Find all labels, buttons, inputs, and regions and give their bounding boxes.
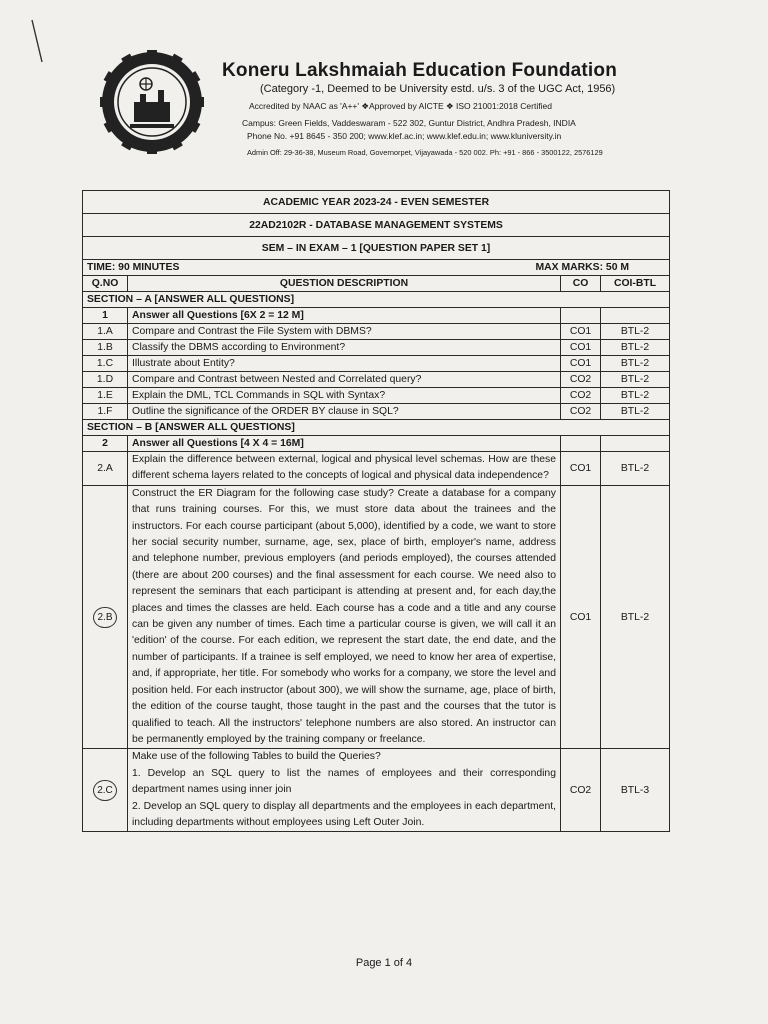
question-row (83, 372, 670, 388)
question-co: CO2 (561, 404, 601, 420)
university-seal-logo (100, 50, 204, 154)
phone-line: Phone No. +91 8645 - 350 200; www.klef.ac.in; www.klef.edu.in; www.kluniversity.in (247, 131, 562, 141)
col-header-co: CO (561, 276, 601, 292)
exam-title: SEM – IN EXAM – 1 [QUESTION PAPER SET 1] (83, 237, 670, 260)
question-number: 2.A (83, 452, 128, 486)
question-text: Explain the difference between external, logical and physical level schemas. How are these different schema layers related to the concepts of logical and physical data independence? (128, 452, 561, 486)
question-text: Illustrate about Entity? (128, 356, 561, 372)
question-text (128, 749, 561, 832)
admin-office-line: Admin Off: 29-36-38, Museum Road, Governorpet, Vijayawada - 520 002. Ph: +91 - 866 - 3500122, 2576129 (247, 148, 603, 157)
query-task-2: 2. Develop an SQL query to display all departments and the employees in each department, including departments without employees using Left Outer Join. (132, 800, 556, 828)
question-row (83, 388, 670, 404)
question-intro: Make use of the following Tables to build the Queries? (132, 751, 381, 763)
circled-question-number: 2.B (93, 607, 116, 628)
question-number: 1.E (83, 388, 128, 404)
academic-year: ACADEMIC YEAR 2023-24 - EVEN SEMESTER (83, 191, 670, 214)
question-btl: BTL-2 (601, 372, 670, 388)
accreditation-line: Accredited by NAAC as 'A++' ❖Approved by AICTE ❖ ISO 21001:2018 Certified (249, 101, 552, 111)
question-btl: BTL-2 (601, 404, 670, 420)
question-text: Explain the DML, TCL Commands in SQL with Syntax? (128, 388, 561, 404)
exam-time: TIME: 90 MINUTES (87, 261, 180, 273)
section-a-title: SECTION – A [ANSWER ALL QUESTIONS] (83, 292, 670, 308)
section-a-instruction: Answer all Questions [6X 2 = 12 M] (128, 308, 561, 324)
question-co: CO1 (561, 340, 601, 356)
question-number-circled (83, 749, 128, 832)
org-name: Koneru Lakshmaiah Education Foundation (222, 60, 618, 81)
circled-question-number: 2.C (93, 780, 117, 801)
question-number: 1.D (83, 372, 128, 388)
pen-mark (28, 18, 48, 68)
group-number: 1 (83, 308, 128, 324)
question-btl: BTL-2 (601, 485, 670, 749)
question-row (83, 404, 670, 420)
course-title: 22AD2102R - DATABASE MANAGEMENT SYSTEMS (83, 214, 670, 237)
max-marks: MAX MARKS: 50 M (535, 261, 630, 273)
question-number: 1.C (83, 356, 128, 372)
org-status: (Category -1, Deemed to be University estd. u/s. 3 of the UGC Act, 1956) (260, 83, 616, 95)
question-text: Construct the ER Diagram for the following case study? Create a database for a company that runs training courses. For this, we must store data about the trainees and the instructors. For each course participant (about 5,000), identified by a code, we want to store her social security number, surname, age, sex, place of birth, employer's name, address and telephone number, previous employers (and periods employed), the courses attended (there are about 200 courses) and the final assessment for each course. We need also to represent the seminars that each participant is attending at present and, for each day,the places and times the classes are held. Each course has a code and a title and any course can be given any number of times. Each time a particular course is given, we will call it an 'edition' of the course. For each edition, we represent the start date, the end date, and the number of participants. If a trainee is self employed, we need to know her area of expertise, and, if appropriate, her title. For somebody who works for a company, we store the level and position held. For each instructor (about 300), we will show the surname, age, place of birth, the edition of the course taught, those taught in the past and the courses that the tutor is qualified to teach. All the instructors' telephone numbers are also stored. An instructor can be permanently employed by the training company or freelance. (128, 485, 561, 749)
time-marks-row (83, 260, 670, 276)
group-number: 2 (83, 436, 128, 452)
question-text: Compare and Contrast the File System with DBMS? (128, 324, 561, 340)
col-header-qno: Q.NO (83, 276, 128, 292)
question-co: CO1 (561, 452, 601, 486)
question-btl: BTL-2 (601, 388, 670, 404)
section-b-title: SECTION – B [ANSWER ALL QUESTIONS] (83, 420, 670, 436)
question-text: Classify the DBMS according to Environment? (128, 340, 561, 356)
section-b-instruction: Answer all Questions [4 X 4 = 16M] (128, 436, 561, 452)
question-text: Compare and Contrast between Nested and Correlated query? (128, 372, 561, 388)
campus-line: Campus: Green Fields, Vaddeswaram - 522 302, Guntur District, Andhra Pradesh, INDIA (242, 118, 576, 128)
question-btl: BTL-2 (601, 324, 670, 340)
question-row (83, 324, 670, 340)
page-number: Page 1 of 4 (355, 957, 413, 969)
question-co: CO1 (561, 356, 601, 372)
question-co: CO2 (561, 372, 601, 388)
question-btl: BTL-3 (601, 749, 670, 832)
question-number: 1.A (83, 324, 128, 340)
question-btl: BTL-2 (601, 452, 670, 486)
question-number: 1.B (83, 340, 128, 356)
question-btl: BTL-2 (601, 356, 670, 372)
question-row (83, 340, 670, 356)
question-co: CO2 (561, 749, 601, 832)
question-paper-table (82, 190, 670, 832)
col-header-description: QUESTION DESCRIPTION (128, 276, 561, 292)
question-number: 1.F (83, 404, 128, 420)
question-number-circled (83, 485, 128, 749)
query-task-1: 1. Develop an SQL query to list the names of employees and their corresponding department names using inner join (132, 767, 556, 796)
question-co: CO2 (561, 388, 601, 404)
question-row (83, 356, 670, 372)
question-co: CO1 (561, 324, 601, 340)
question-row (83, 485, 670, 749)
question-row (83, 452, 670, 486)
question-btl: BTL-2 (601, 340, 670, 356)
col-header-btl: COI-BTL (601, 276, 670, 292)
question-row (83, 749, 670, 832)
question-co: CO1 (561, 485, 601, 749)
question-text: Outline the significance of the ORDER BY clause in SQL? (128, 404, 561, 420)
